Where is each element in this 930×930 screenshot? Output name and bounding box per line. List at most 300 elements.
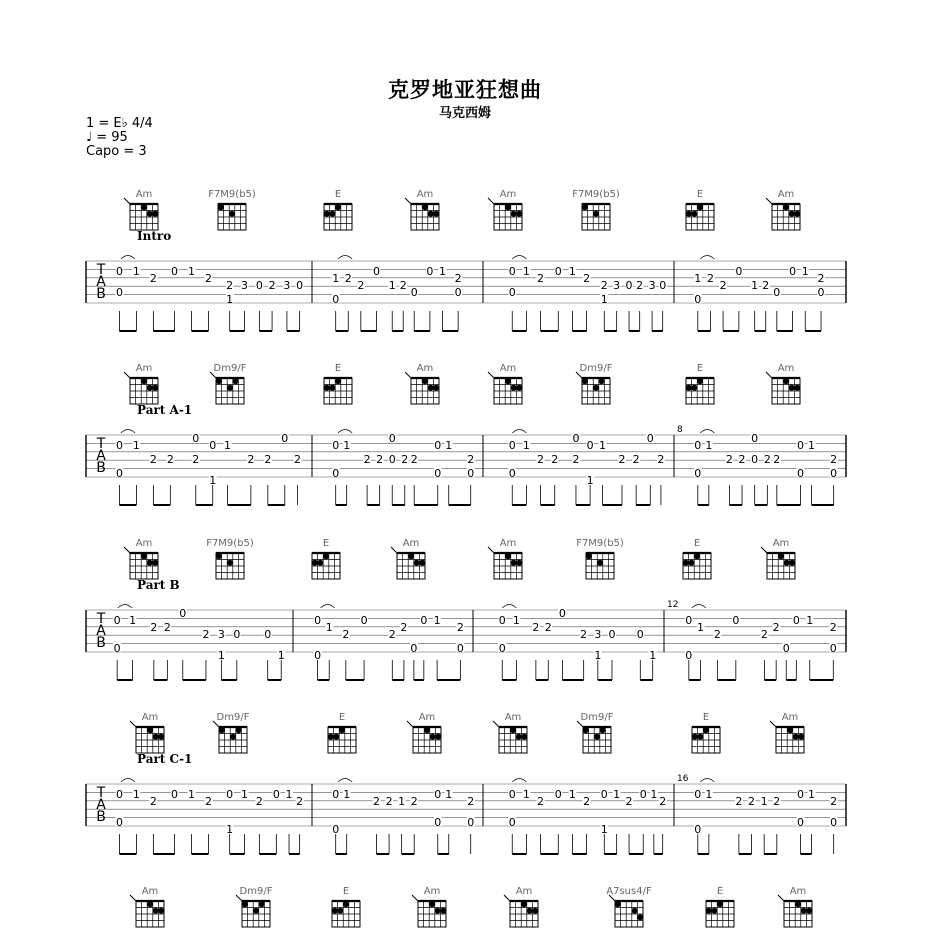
fret-number: 0 xyxy=(171,265,179,278)
chord-diagram xyxy=(412,895,446,927)
fret-number: 2 xyxy=(342,628,350,641)
fret-number: 0 xyxy=(735,265,743,278)
chord-diagram xyxy=(577,721,611,753)
finger-dot xyxy=(691,211,697,217)
chord-name: Am xyxy=(402,538,420,549)
fret-number: 2 xyxy=(410,453,418,466)
fret-number: 2 xyxy=(467,795,475,808)
fret-number: 2 xyxy=(725,453,733,466)
measure-number: 16 xyxy=(677,774,689,784)
fret-number: 0 xyxy=(508,286,516,299)
finger-dot xyxy=(433,385,439,391)
fret-number: 2 xyxy=(467,453,475,466)
finger-dot xyxy=(147,901,153,907)
fret-number: 0 xyxy=(388,432,396,445)
slur-tie xyxy=(512,430,526,434)
finger-dot xyxy=(147,385,153,391)
chord-slash-mark xyxy=(488,547,495,554)
fret-number: 2 xyxy=(363,453,371,466)
finger-dot xyxy=(335,378,341,384)
chord-diagram xyxy=(683,553,711,579)
fret-number: 0 xyxy=(817,286,825,299)
chord-name: Am xyxy=(499,538,517,549)
fret-number: 1 xyxy=(522,265,530,278)
finger-dot xyxy=(422,204,428,210)
finger-dot xyxy=(505,378,511,384)
chord-slash-mark xyxy=(778,895,785,902)
chord-diagram xyxy=(213,721,247,753)
chord-slash-mark xyxy=(130,721,137,728)
chord-diagram xyxy=(488,198,522,230)
finger-dot xyxy=(783,204,789,210)
chord-diagram xyxy=(706,901,734,927)
tab-clef-letter: A xyxy=(96,448,106,464)
fret-number: 0 xyxy=(171,788,179,801)
chord-name: Am xyxy=(418,712,436,723)
finger-dot xyxy=(227,560,233,566)
chord-diagram xyxy=(391,547,425,579)
finger-dot xyxy=(686,385,692,391)
finger-dot xyxy=(516,211,522,217)
chord-name: F7M9(b5) xyxy=(208,189,256,200)
fret-number: 0 xyxy=(373,265,381,278)
finger-dot xyxy=(312,560,318,566)
tab-clef-letter: B xyxy=(96,286,106,302)
finger-dot xyxy=(141,553,147,559)
fret-number: 1 xyxy=(343,439,351,452)
fret-number: 0 xyxy=(272,788,280,801)
chord-name: Am xyxy=(423,886,441,897)
chord-name: Dm9/F xyxy=(216,712,250,723)
fret-number: 0 xyxy=(179,607,187,620)
fret-number: 0 xyxy=(659,279,667,292)
fret-number: 2 xyxy=(385,795,393,808)
finger-dot xyxy=(335,204,341,210)
fret-number: 0 xyxy=(572,432,580,445)
fret-number: 1 xyxy=(226,823,234,836)
fret-number: 1 xyxy=(188,265,196,278)
fret-number: 1 xyxy=(129,614,137,627)
fret-number: 2 xyxy=(773,795,781,808)
fret-number: 0 xyxy=(360,614,368,627)
chord-diagram xyxy=(582,204,610,230)
fret-number: 0 xyxy=(209,439,217,452)
chord-name: E xyxy=(696,363,704,374)
chord-diagram xyxy=(130,721,164,753)
fret-number: 3 xyxy=(241,279,249,292)
tab-clef-letter: T xyxy=(96,262,106,278)
chord-diagram xyxy=(236,895,270,927)
finger-dot xyxy=(153,734,159,740)
slur-tie xyxy=(338,779,352,783)
fret-number: 1 xyxy=(697,621,705,634)
fret-number: 1 xyxy=(325,621,333,634)
finger-dot xyxy=(332,908,338,914)
tab-clef-letter: T xyxy=(96,611,106,627)
finger-dot xyxy=(697,204,703,210)
tab-clef-letter: T xyxy=(96,436,106,452)
chord-name: Am xyxy=(499,189,517,200)
fret-number: 1 xyxy=(568,788,576,801)
fret-number: 1 xyxy=(343,788,351,801)
chord-diagram xyxy=(324,204,352,230)
finger-dot xyxy=(637,914,643,920)
fret-number: 0 xyxy=(830,467,838,480)
fret-number: 1 xyxy=(388,279,396,292)
chord-name: Dm9/F xyxy=(213,363,247,374)
fret-number: 2 xyxy=(636,279,644,292)
fret-number: 0 xyxy=(797,439,804,452)
fret-number: 3 xyxy=(283,279,291,292)
finger-dot xyxy=(333,734,339,740)
slur-tie xyxy=(118,605,132,609)
chord-name: Am xyxy=(141,712,159,723)
fret-number: 0 xyxy=(751,432,759,445)
finger-dot xyxy=(717,901,723,907)
finger-dot xyxy=(435,908,441,914)
chord-slash-mark xyxy=(761,547,768,554)
chord-diagram xyxy=(405,198,439,230)
fret-number: 2 xyxy=(344,272,352,285)
finger-dot xyxy=(521,901,527,907)
finger-dot xyxy=(711,908,717,914)
fret-number: 2 xyxy=(738,453,746,466)
fret-number: 0 xyxy=(694,293,702,306)
finger-dot xyxy=(435,734,441,740)
finger-dot xyxy=(505,204,511,210)
fret-number: 2 xyxy=(149,795,157,808)
finger-dot xyxy=(440,908,446,914)
fret-number: 2 xyxy=(401,453,409,466)
finger-dot xyxy=(324,385,330,391)
chord-name: Am xyxy=(416,363,434,374)
fret-number: 1 xyxy=(586,474,594,487)
chord-diagram xyxy=(124,372,158,404)
chord-diagram xyxy=(488,372,522,404)
chord-name: Am xyxy=(789,886,807,897)
finger-dot xyxy=(516,734,522,740)
fret-number: 0 xyxy=(694,467,702,480)
fret-number: 0 xyxy=(420,614,428,627)
fret-number: 2 xyxy=(163,621,171,634)
finger-dot xyxy=(582,378,588,384)
tab-clef-letter: B xyxy=(96,460,106,476)
fret-number: 2 xyxy=(204,795,212,808)
fret-number: 0 xyxy=(508,467,516,480)
fret-number: 2 xyxy=(625,795,633,808)
chord-diagram xyxy=(218,204,246,230)
slur-tie xyxy=(121,256,135,260)
finger-dot xyxy=(511,385,517,391)
finger-dot xyxy=(253,908,259,914)
fret-number: 0 xyxy=(830,816,838,829)
slur-tie xyxy=(321,605,335,609)
chord-diagram xyxy=(504,895,538,927)
fret-number: 2 xyxy=(537,453,545,466)
fret-number: 0 xyxy=(829,642,837,655)
composer-name: 马克西姆 xyxy=(438,106,491,121)
chord-diagram xyxy=(328,727,356,753)
fret-number: 0 xyxy=(332,467,340,480)
fret-number: 0 xyxy=(233,628,241,641)
section-label: Intro xyxy=(137,229,172,243)
fret-number: 0 xyxy=(608,628,616,641)
finger-dot xyxy=(778,553,784,559)
finger-dot xyxy=(419,560,425,566)
fret-number: 2 xyxy=(399,279,407,292)
finger-dot xyxy=(597,560,603,566)
finger-dot xyxy=(152,211,158,217)
fret-number: 1 xyxy=(650,788,658,801)
finger-dot xyxy=(141,204,147,210)
chord-name: F7M9(b5) xyxy=(576,538,624,549)
fret-number: 0 xyxy=(792,614,800,627)
slur-tie xyxy=(338,430,352,434)
finger-dot xyxy=(219,727,225,733)
fret-number: 2 xyxy=(551,453,559,466)
fret-number: 2 xyxy=(537,795,545,808)
fret-number: 0 xyxy=(115,467,123,480)
chord-diagram xyxy=(332,901,360,927)
song-title: 克罗地亚狂想曲 xyxy=(388,78,542,102)
fret-number: 2 xyxy=(192,453,200,466)
tab-clef-letter: A xyxy=(96,797,106,813)
fret-number: 1 xyxy=(445,439,453,452)
fret-number: 2 xyxy=(296,795,304,808)
finger-dot xyxy=(582,204,588,210)
fret-number: 0 xyxy=(115,286,123,299)
finger-dot xyxy=(343,901,349,907)
finger-dot xyxy=(147,211,153,217)
finger-dot xyxy=(339,727,345,733)
fret-number: 1 xyxy=(600,293,608,306)
finger-dot xyxy=(516,560,522,566)
finger-dot xyxy=(414,560,420,566)
chord-diagram xyxy=(766,198,800,230)
fret-number: 1 xyxy=(217,649,225,662)
finger-dot xyxy=(516,385,522,391)
finger-dot xyxy=(147,560,153,566)
chord-diagram xyxy=(686,378,714,404)
finger-dot xyxy=(521,734,527,740)
fret-number: 1 xyxy=(613,788,621,801)
fret-number: 0 xyxy=(782,642,790,655)
slur-tie xyxy=(512,256,526,260)
finger-dot xyxy=(233,378,239,384)
finger-dot xyxy=(789,211,795,217)
chord-slash-mark xyxy=(504,895,511,902)
fret-number: 0 xyxy=(434,788,442,801)
chord-diagram xyxy=(686,204,714,230)
slur-tie xyxy=(338,256,352,260)
chord-diagram xyxy=(766,372,800,404)
chord-diagram xyxy=(210,372,244,404)
fret-number: 3 xyxy=(613,279,621,292)
fret-number: 1 xyxy=(760,795,768,808)
chord-slash-mark xyxy=(405,198,412,205)
chord-name: E xyxy=(338,712,346,723)
fret-number: 0 xyxy=(586,439,594,452)
fret-number: 0 xyxy=(789,265,797,278)
fret-number: 2 xyxy=(817,272,825,285)
fret-number: 0 xyxy=(426,265,434,278)
fret-number: 2 xyxy=(748,795,756,808)
finger-dot xyxy=(793,734,799,740)
finger-dot xyxy=(801,908,807,914)
fret-number: 2 xyxy=(762,279,770,292)
fret-number: 1 xyxy=(132,788,140,801)
measure-number: 12 xyxy=(667,600,679,610)
tab-clef-letter: B xyxy=(96,635,106,651)
fret-number: 2 xyxy=(659,795,667,808)
fret-number: 0 xyxy=(646,432,654,445)
chord-diagram xyxy=(407,721,441,753)
fret-number: 0 xyxy=(332,293,340,306)
finger-dot xyxy=(430,734,436,740)
fret-number: 2 xyxy=(376,453,384,466)
chord-name: Am xyxy=(515,886,533,897)
chord-name: A7sus4/F xyxy=(606,886,652,897)
fret-number: 1 xyxy=(600,823,608,836)
fret-number: 0 xyxy=(226,788,234,801)
fret-number: 1 xyxy=(808,439,816,452)
finger-dot xyxy=(328,734,334,740)
finger-dot xyxy=(787,727,793,733)
fret-number: 2 xyxy=(357,279,365,292)
chord-name: Am xyxy=(135,189,153,200)
chord-name: E xyxy=(342,886,350,897)
chord-slash-mark xyxy=(493,721,500,728)
fret-number: 0 xyxy=(558,607,566,620)
fret-number: 1 xyxy=(522,439,530,452)
chord-name: F7M9(b5) xyxy=(206,538,254,549)
chord-name: E xyxy=(334,363,342,374)
fret-number: 2 xyxy=(572,453,580,466)
fret-number: 2 xyxy=(583,272,591,285)
finger-dot xyxy=(683,560,689,566)
fret-number: 3 xyxy=(217,628,225,641)
tab-system xyxy=(86,189,846,331)
finger-dot xyxy=(152,560,158,566)
finger-dot xyxy=(600,727,606,733)
fret-number: 2 xyxy=(544,621,552,634)
fret-number: 0 xyxy=(281,432,289,445)
fret-number: 2 xyxy=(150,621,158,634)
chord-name: Am xyxy=(777,189,795,200)
fret-number: 0 xyxy=(115,265,123,278)
fret-number: 0 xyxy=(694,439,702,452)
fret-number: 0 xyxy=(508,265,516,278)
fret-number: 0 xyxy=(410,286,418,299)
tab-system xyxy=(86,712,846,854)
fret-number: 2 xyxy=(773,453,781,466)
chord-slash-mark xyxy=(391,547,398,554)
finger-dot xyxy=(789,385,795,391)
finger-dot xyxy=(583,727,589,733)
finger-dot xyxy=(783,378,789,384)
fret-number: 2 xyxy=(202,628,210,641)
finger-dot xyxy=(697,734,703,740)
fret-number: 2 xyxy=(255,795,263,808)
fret-number: 0 xyxy=(751,453,759,466)
finger-dot xyxy=(599,378,605,384)
fret-number: 2 xyxy=(294,453,302,466)
chord-slash-mark xyxy=(488,198,495,205)
fret-number: 1 xyxy=(438,265,446,278)
chord-diagram xyxy=(778,895,812,927)
fret-number: 1 xyxy=(398,795,406,808)
chord-slash-mark xyxy=(405,372,412,379)
chord-name: E xyxy=(696,189,704,200)
fret-number: 0 xyxy=(508,816,516,829)
finger-dot xyxy=(152,385,158,391)
chord-slash-mark xyxy=(124,547,131,554)
fret-number: 2 xyxy=(829,621,837,634)
fret-number: 0 xyxy=(639,788,647,801)
fret-number: 2 xyxy=(149,272,157,285)
fret-number: 1 xyxy=(694,272,702,285)
chord-name: Dm9/F xyxy=(580,712,614,723)
finger-dot xyxy=(505,553,511,559)
fret-number: 2 xyxy=(735,795,743,808)
finger-dot xyxy=(794,385,800,391)
fret-number: 0 xyxy=(508,439,516,452)
fret-number: 0 xyxy=(732,614,740,627)
fret-number: 1 xyxy=(132,265,140,278)
fret-number: 0 xyxy=(498,642,506,655)
finger-dot xyxy=(317,560,323,566)
tempo-marking: ♩ = 95 xyxy=(86,130,128,145)
fret-number: 1 xyxy=(226,293,234,306)
chord-diagram xyxy=(216,553,244,579)
finger-dot xyxy=(424,727,430,733)
fret-number: 2 xyxy=(388,628,396,641)
chord-diagram xyxy=(488,547,522,579)
finger-dot xyxy=(784,560,790,566)
finger-dot xyxy=(329,385,335,391)
finger-dot xyxy=(428,211,434,217)
chord-slash-mark xyxy=(412,895,419,902)
fret-number: 0 xyxy=(255,279,263,292)
fret-number: 0 xyxy=(314,649,322,662)
fret-number: 1 xyxy=(806,614,814,627)
fret-number: 1 xyxy=(209,474,217,487)
tab-clef-letter: A xyxy=(96,623,106,639)
fret-number: 2 xyxy=(149,453,157,466)
finger-dot xyxy=(147,727,153,733)
fret-number: 2 xyxy=(532,621,540,634)
fret-number: 0 xyxy=(115,816,123,829)
fret-number: 2 xyxy=(618,453,626,466)
fret-number: 2 xyxy=(830,453,838,466)
fret-number: 2 xyxy=(657,453,665,466)
chord-name: Am xyxy=(499,363,517,374)
fret-number: 2 xyxy=(772,621,780,634)
chord-name: Am xyxy=(135,538,153,549)
finger-dot xyxy=(798,734,804,740)
finger-dot xyxy=(230,734,236,740)
chord-slash-mark xyxy=(130,895,137,902)
fret-number: 0 xyxy=(554,265,562,278)
chord-slash-mark xyxy=(770,721,777,728)
chord-name: F7M9(b5) xyxy=(572,189,620,200)
fret-number: 1 xyxy=(522,788,530,801)
fret-number: 1 xyxy=(649,649,657,662)
finger-dot xyxy=(594,734,600,740)
finger-dot xyxy=(703,727,709,733)
finger-dot xyxy=(789,560,795,566)
fret-number: 0 xyxy=(773,286,781,299)
